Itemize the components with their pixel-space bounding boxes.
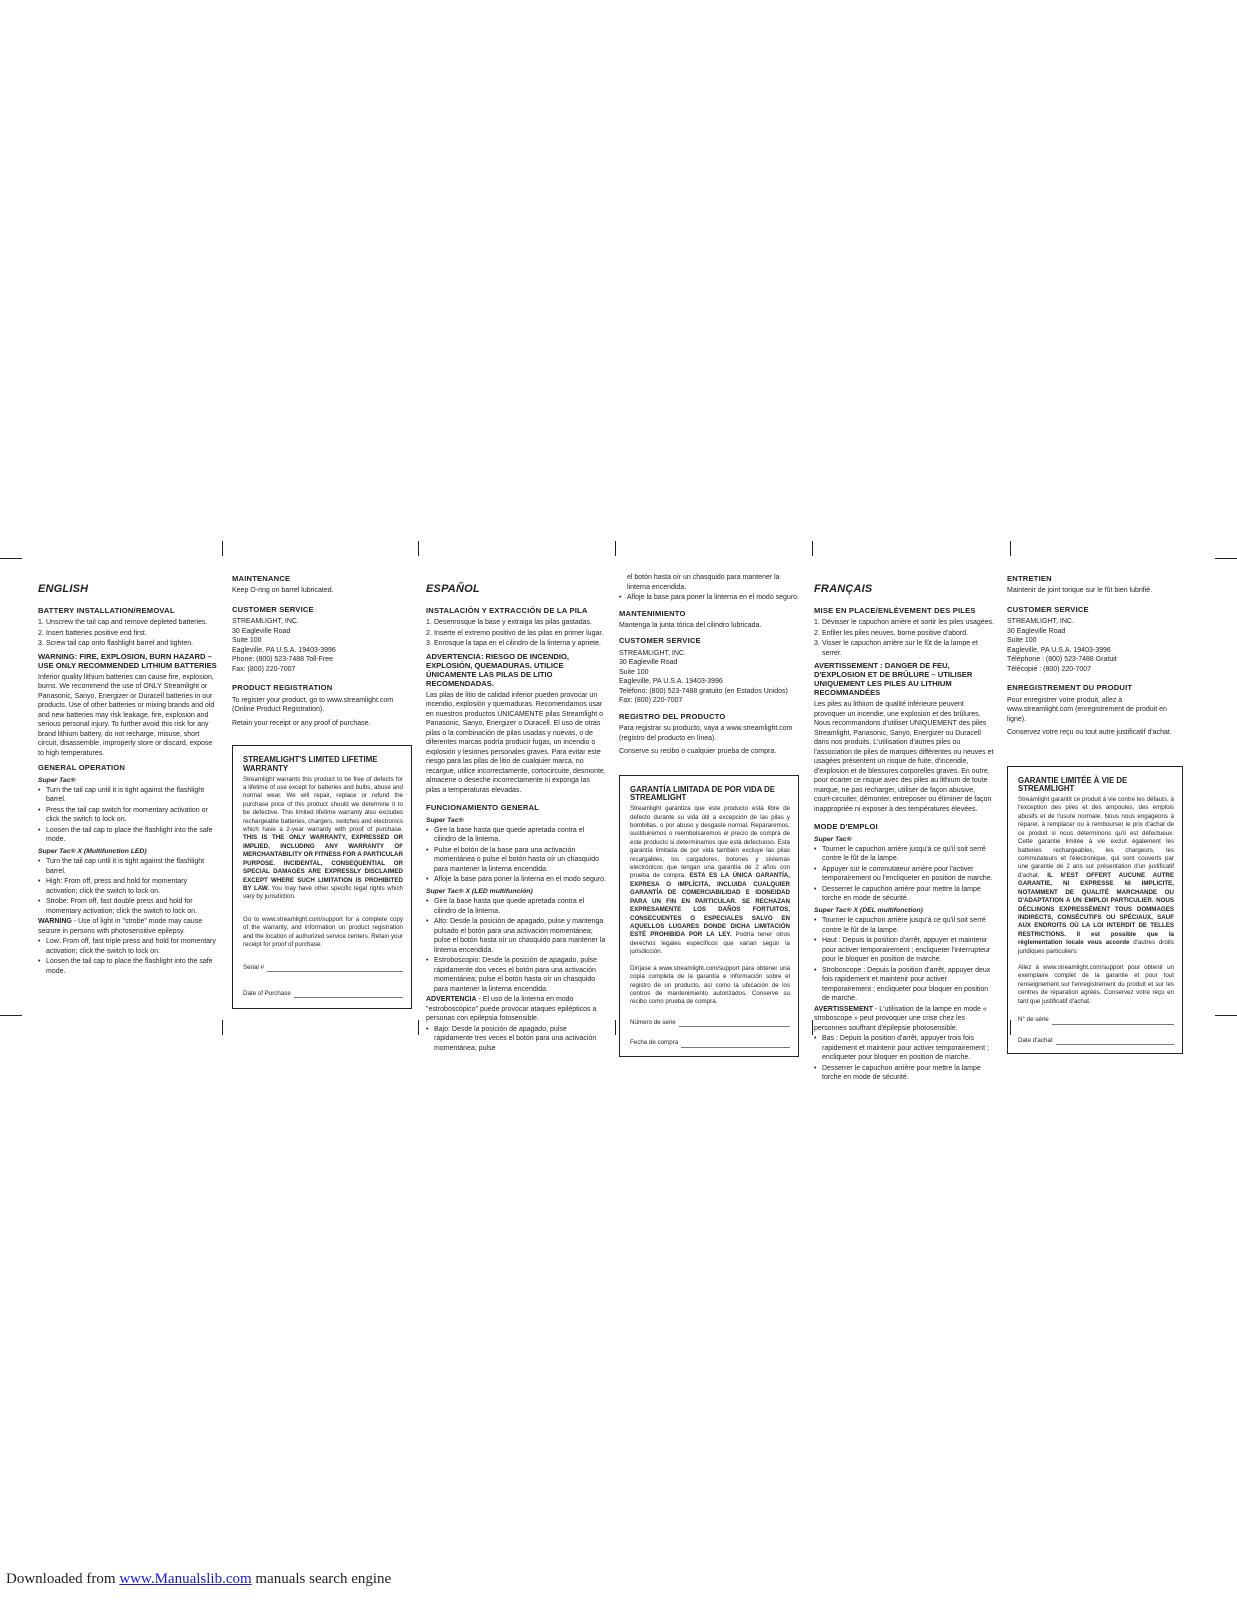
crop-mark: [418, 541, 419, 556]
download-footer: [6, 1571, 391, 1588]
strobe-warning: WARNING - Use of light in "strobe" mode may cause seizure in persons with photosensitive epilepsy.: [38, 918, 203, 935]
list-item: • Strobe: From off, fast double press and hold for momentary activation; click the switch to lock on.: [38, 897, 218, 916]
list-item: • Gire la base hasta que quede apretada contra el cilindro de la linterna.: [426, 826, 606, 845]
battery-steps: [426, 618, 606, 649]
operation-list: [619, 593, 799, 603]
strobe-warning: ADVERTENCIA - El uso de la linterna en modo "estroboscópico" puede provocar ataques epilépticos a personas con epilepsia fotosensible.: [426, 996, 597, 1023]
list-item: • Afloje la base para poner la linterna en el modo seguro.: [619, 593, 799, 603]
warranty-text: Allez à www.streamlight.com/support pour obtenir un exemplaire complet de la garantie et pour tout renseignement sur l'enregistrement du produit et sur les centres de réparation agréés. Conservez votre reçu en tant que justificatif d'achat.: [1018, 964, 1174, 1005]
warranty-title: GARANTÍA LIMITADA DE POR VIDA DE STREAMLIGHT: [630, 784, 775, 803]
continued-text: el botón hasta oír un chasquido para mantener la linterna encendida.: [627, 574, 780, 591]
section-heading: REGISTRO DEL PRODUCTO: [619, 711, 726, 721]
crop-mark: [0, 1015, 22, 1016]
section-heading: MANTENIMIENTO: [619, 608, 686, 618]
address-block: STREAMLIGHT, INC. 30 Eagleville Road Suite 100 Eagleville, PA U.S.A. 19403-3996 Phone: (800) 523-7488 Toll-Free Fax: (800) 220-7007: [232, 618, 336, 673]
list-item: • Alto: Desde la posición de apagado, pulse y mantenga pulsado el botón para una activación momentánea; pulse el botón hasta oír un chasquido para mantener la linterna encendida.: [426, 917, 606, 955]
list-item: • Gire la base hasta que quede apretada contra el cilindro de la linterna.: [426, 897, 606, 916]
operation-list: [814, 1034, 994, 1083]
crop-mark: [0, 558, 22, 559]
list-item: • Loosen the tail cap to place the flashlight into the safe mode.: [38, 957, 218, 976]
manualslib-link[interactable]: www.Manualslib.com: [119, 1571, 252, 1587]
section-heading: MAINTENANCE: [232, 574, 291, 583]
section-heading: GENERAL OPERATION: [38, 763, 126, 773]
battery-steps: [814, 618, 994, 658]
list-item: • Tourner le capuchon arrière jusqu'à ce qu'il soit serré contre le fût de la lampe.: [814, 845, 994, 864]
battery-steps: [38, 618, 218, 649]
warranty-box: [1007, 766, 1183, 1054]
warning-text: Las pilas de litio de calidad inferior pueden provocar un incendio, explosión y quemaduras. Recomendamos usar en nuestros productos ÚNICAMENTE pilas Streamlight o Panasonic, Sanyo, Energizer o Duracell. El uso de otras pilas o la combinación de pilas usadas y nuevas, o de diferentes marcas podría producir fugas, un incendio o explosión y lesiones personales graves. Para evitar este riesgo para las pilas de litio de cualquier marca, no recargue, utilice incorrectamente, cortocircuite, desmonte, almacene o deseche incorrectamente ni exponga las pilas a temperaturas elevadas.: [426, 691, 606, 794]
list-item: • High: From off, press and hold for momentary activation; click the switch to lock on.: [38, 877, 218, 896]
serial-field[interactable]: N° de série: [1018, 1016, 1174, 1024]
crop-mark: [812, 541, 813, 556]
list-item: • Appuyer sur le commutateur arrière pour l'activer temporairement ou l'encliqueter en position de marche.: [814, 865, 994, 884]
espanol-service-panel: [619, 574, 799, 1057]
english-panel: [38, 582, 218, 977]
section-heading: CUSTOMER SERVICE: [232, 604, 314, 614]
list-item: • Pulse el botón de la base para una activación momentánea o pulse el botón hasta oír un chasquido para mantener la linterna encendida.: [426, 846, 606, 875]
warning-heading: WARNING: FIRE, EXPLOSION, BURN HAZARD – USE ONLY RECOMMENDED LITHIUM BATTERIES: [38, 651, 217, 670]
list-item: • Bajo: Desde la posición de apagado, pulse rápidamente tres veces el botón para una activación momentánea; pulse: [426, 1025, 606, 1054]
operation-list: [38, 937, 218, 976]
list-item: • Low: From off, fast triple press and hold for momentary activation; click the switch to lock on.: [38, 937, 218, 956]
section-heading: FUNCIONAMIENTO GENERAL: [426, 803, 540, 813]
crop-mark: [1215, 558, 1237, 559]
crop-mark: [1010, 541, 1011, 556]
footer-prefix: Downloaded from: [6, 1571, 120, 1587]
francais-panel: [814, 582, 994, 1084]
crop-mark: [222, 541, 223, 556]
list-item: • Turn the tail cap until it is tight against the flashlight barrel.: [38, 857, 218, 876]
registration-text: Retain your receipt or any proof of purchase.: [232, 719, 371, 727]
list-item: 1. Desenrosque la base y extraiga las pilas gastadas.: [426, 618, 606, 628]
list-item: 1. Unscrew the tail cap and remove depleted batteries.: [38, 618, 218, 628]
operation-list: [38, 786, 218, 845]
list-item: • Desserrer le capuchon arrière pour mettre la lampe torche en mode de sécurité.: [814, 1064, 994, 1083]
section-heading: CUSTOMER SERVICE: [619, 636, 701, 646]
list-item: 2. Insert batteries positive end first.: [38, 629, 218, 639]
list-item: • Haut : Depuis la position d'arrêt, appuyer et maintenir pour activer temporairement ; encliqueter l'interrupteur pour le bloquer en position de marche.: [814, 936, 994, 965]
section-heading: CUSTOMER SERVICE: [1007, 604, 1089, 614]
operation-list: [38, 857, 218, 916]
warranty-title: GARANTIE LIMITÉE À VIE DE STREAMLIGHT: [1018, 775, 1128, 794]
list-item: 2. Enfiler les piles neuves, borne positive d'abord.: [814, 629, 994, 639]
list-item: • Bas : Depuis la position d'arrêt, appuyer trois fois rapidement et maintenir pour activer temporairement ; encliqueter pour bloquer en position de marche.: [814, 1034, 994, 1063]
crop-mark: [812, 1020, 813, 1035]
address-block: STREAMLIGHT, INC. 30 Eagleville Road Suite 100 Eagleville, PA U.S.A. 19403-3996 Téléphone : (800) 523-7488 Gratuit Télécopie : (800) 220-7007: [1007, 618, 1117, 673]
language-title: FRANÇAIS: [814, 583, 873, 595]
date-field[interactable]: Fecha de compra: [630, 1039, 790, 1047]
model-heading: Super Tac® X (LED multifunción): [426, 887, 533, 895]
registration-text: To register your product, go to www.streamlight.com (Online Product Registration).: [232, 696, 394, 714]
list-item: • Estroboscopio: Desde la posición de apagado, pulse rápidamente dos veces el botón para una activación momentánea; pulse el botón hasta oír un chasquido para mantener la linterna encendida.: [426, 956, 606, 994]
language-title: ESPAÑOL: [426, 583, 480, 595]
list-item: 3. Screw tail cap onto flashlight barrel and tighten.: [38, 639, 218, 649]
registration-text: Conserve su recibo o cualquier prueba de compra.: [619, 748, 777, 756]
list-item: • Afloje la base para poner la linterna en el modo seguro.: [426, 875, 606, 885]
operation-list: [814, 845, 994, 904]
section-heading: INSTALACIÓN Y EXTRACCIÓN DE LA PILA: [426, 605, 588, 615]
model-heading: Super Tac®: [38, 776, 76, 784]
address-block: STREAMLIGHT, INC. 30 Eagleville Road Suite 100 Eagleville, PA U.S.A. 19403-3996 Teléfono: (800) 523-7488 gratuito (en Estados Unidos) Fax: (800) 220-7007: [619, 649, 788, 705]
warranty-box: [619, 775, 799, 1057]
registration-text: Para registrar su producto, vaya a www.streamlight.com (registro del producto en línea).: [619, 725, 793, 742]
list-item: 3. Visser le capuchon arrière sur le fût de la lampe et serrer.: [814, 639, 994, 658]
crop-mark: [1215, 1015, 1237, 1016]
list-item: 3. Enrosque la tapa en el cilindro de la linterna y apriete.: [426, 639, 606, 649]
registration-text: Conservez votre reçu ou tout autre justificatif d'achat.: [1007, 729, 1172, 737]
warning-heading: AVERTISSEMENT : DANGER DE FEU, D'EXPLOSION ET DE BRÛLURE – UTILISER UNIQUEMENT LES PILES AU LITHIUM RECOMMANDÉES: [814, 661, 973, 698]
list-item: • Loosen the tail cap to place the flashlight into the safe mode.: [38, 826, 218, 845]
serial-field[interactable]: Número de serie: [630, 1019, 790, 1027]
operation-list: [426, 1025, 606, 1054]
list-item: • Stroboscope : Depuis la position d'arrêt, appuyer deux fois rapidement et maintenir pour activer temporairement ; encliqueter pour bloquer en position de marche.: [814, 966, 994, 1004]
operation-list: [814, 916, 994, 1004]
date-field[interactable]: Date of Purchase: [243, 990, 403, 998]
list-item: • Desserrer le capuchon arrière pour mettre la lampe torche en mode de sécurité.: [814, 885, 994, 904]
model-heading: Super Tac®: [426, 816, 464, 824]
maintenance-text: Maintenir de joint torique sur le fût bien lubrifié.: [1007, 587, 1153, 595]
warranty-text: Go to www.streamlight.com/support for a complete copy of the warranty, and information on product registration and the location of authorized service centers. Retain your receipt for proof of purchase.: [243, 915, 403, 949]
section-heading: MODE D'EMPLOI: [814, 822, 878, 832]
crop-mark: [615, 1020, 616, 1035]
maintenance-text: Keep O-ring on barrel lubricated.: [232, 587, 334, 595]
list-item: • Turn the tail cap until it is tight against the flashlight barrel.: [38, 786, 218, 805]
francais-service-panel: [1007, 574, 1183, 1054]
english-service-panel: [232, 574, 412, 1009]
list-item: 2. Inserte el extremo positivo de las pilas en primer lugar.: [426, 629, 606, 639]
operation-list: [426, 826, 606, 885]
model-heading: Super Tac®: [814, 835, 852, 843]
footer-suffix: manuals search engine: [251, 1571, 392, 1587]
model-heading: Super Tac® X (DEL multifonction): [814, 906, 923, 914]
registration-text: Pour enregistrer votre produit, allez à www.streamlight.com (enregistrement de produit en ligne).: [1007, 696, 1167, 723]
section-heading: ENREGISTREMENT DU PRODUIT: [1007, 683, 1133, 693]
serial-field[interactable]: Serial #: [243, 964, 403, 972]
date-field[interactable]: Date d'achat: [1018, 1037, 1174, 1045]
crop-mark: [222, 1020, 223, 1035]
warning-heading: ADVERTENCIA: RIESGO DE INCENDIO, EXPLOSIÓN, QUEMADURAS. UTILICE ÚNICAMENTE LAS PILAS DE LITIO RECOMENDADAS.: [426, 651, 570, 688]
warranty-box: [232, 745, 412, 1009]
maintenance-text: Mantenga la junta tórica del cilindro lubricada.: [619, 621, 762, 629]
warranty-text: Streamlight warrants this product to be free of defects for a lifetime of use except for batteries and bulbs, abuse and normal wear. We will repair, replace or refund the purchase price of this product should we determine it to be defective. This limited lifetime warranty also excludes rechargeable batteries, chargers, switches and electronics which have a 2-year warranty with proof of purchase. THIS IS THE ONLY WARRANTY, EXPRESSED OR IMPLIED, INCLUDING ANY WARRANTY OF MERCHANTABILITY OR FITNESS FOR A PARTICULAR PURPOSE. INCIDENTAL, CONSEQUENTIAL OR SPECIAL DAMAGES ARE EXPRESSLY DISCLAIMED EXCEPT WHERE SUCH LIMITATION IS PROHIBITED BY LAW. You may have other specific legal rights which vary by jurisdiction.: [243, 775, 403, 901]
warranty-title: STREAMLIGHT'S LIMITED LIFETIME WARRANTY: [243, 755, 378, 773]
warranty-text: Streamlight garantit ce produit à vie contre les défauts, à l'exception des piles et des ampoules, des emplois abusifs et de l'usure normale. Nous nous engageons à réparer, à remplacer ou à rembourser le prix d'achat de ce produit si nous déterminons qu'il est défectueux. Cette garantie limitée à vie exclut également les batteries rechargeables, les chargeurs, les commutateurs et l'électronique, qui sont couverts par une garantie de 2 ans sur présentation d'un justificatif d'achat. IL N'EST OFFERT AUCUNE AUTRE GARANTIE, NI EXPRESSE NI IMPLICITE, NOTAMMENT DE QUALITÉ MARCHANDE OU D'ADAPTATION A UN EMPLOI PARTICULIER. NOUS DÉCLINONS EXPRESSÉMENT TOUS DOMMAGES INDIRECTS, CONSÉCUTIFS OU SPÉCIAUX, SAUF AUX ENDROITS OÙ LA LOI INTERDIT DE TELLES RESTRICTIONS. Il est possible que la réglementation locale vous accorde d'autres droits juridiques particuliers.: [1018, 796, 1174, 955]
section-heading: ENTRETIEN: [1007, 574, 1052, 583]
section-heading: PRODUCT REGISTRATION: [232, 683, 333, 693]
list-item: • Tourner le capuchon arrière jusqu'à ce qu'il soit serré contre le fût de la lampe.: [814, 916, 994, 935]
section-heading: BATTERY INSTALLATION/REMOVAL: [38, 605, 175, 615]
section-heading: MISE EN PLACE/ENLÈVEMENT DES PILES: [814, 605, 976, 615]
model-heading: Super Tac® X (Multifunction LED): [38, 848, 147, 855]
warning-text: Inferior quality lithium batteries can cause fire, explosion, burns. We recommend the use of ONLY Streamlight or Panasonic, Sanyo, Energizer or Duracell batteries in our products. Use of other batteries or mixing brands and old and new batteries may risk leakage, fire, explosion and serious personal injury. To further avoid this risk for any brand lithium battery, do not recharge, misuse, short circuit, disassemble, improperly store or discard, expose to high temperatures.: [38, 673, 215, 757]
warranty-text: Streamlight garantiza que este producto está libre de defecto durante su vida útil a excepción de las pilas y bombillas, o por abuso y desgaste normal. Repararemos, sustituiremos o reembolsaremos el precio de compra de este producto si determinamos que está defectuoso. Esta garantía limitada de por vida también excluye las pilas recargables, los cargadores, botones y sistemas electrónicos que tengan una garantía de 2 años con prueba de compra. ESTA ES LA ÚNICA GARANTÍA, EXPRESA O IMPLÍCITA, INCLUIDA CUALQUIER GARANTÍA DE COMERCIABILIDAD E IDONEIDAD PARA UN FIN EN PARTICULAR. SE RECHAZAN EXPRESAMENTE LOS DAÑOS FORTUITOS, CONSECUENTES O ESPECIALES SALVO EN AQUELLOS LUGARES DONDE DICHA LIMITACIÓN ESTÉ PROHIBIDA POR LA LEY. Podría tener otros derechos legales específicos que varían según la jurisdicción.: [630, 805, 790, 956]
list-item: • Press the tail cap switch for momentary activation or click the switch to lock on.: [38, 806, 218, 825]
espanol-panel: [426, 582, 606, 1054]
strobe-warning: AVERTISSEMENT - L'utilisation de la lampe en mode « stroboscope » peut provoquer une crise chez les personnes souffrant d'épilepsie photosensible.: [814, 1005, 987, 1032]
crop-mark: [615, 541, 616, 556]
warranty-text: Diríjase a www.streamlight.com/support para obtener una copia completa de la garantía e información sobre el registro de un producto, así como la ubicación de los centros de mantenimiento autorizados. Conserve su recibo como prueba de compra.: [630, 964, 790, 1006]
operation-list: [426, 897, 606, 994]
warning-text: Les piles au lithium de qualité inférieure peuvent provoquer un incendie, une explosion et des brûlures. Nous recommandons d'utiliser UNIQUEMENT des piles Streamlight, Panasonic, Sanyo, Energizer ou Duracell dans nos produits. L'utilisation d'autres piles ou l'association de piles de marques différentes ou neuves et usagées présentent un risque de fuite, d'incendie, d'explosion et de blessures corporelles graves. En outre, pour écarter ce risque avec des piles au lithium de toute marque, ne pas recharger, utiliser de façon abusive, court-circuiter, démonter, entreposer ou éliminer de façon inappropriée ni exposer à des températures élevées.: [814, 701, 994, 813]
list-item: 1. Dévisser le capuchon arrière et sortir les piles usagées.: [814, 618, 994, 628]
language-title: ENGLISH: [38, 583, 89, 595]
crop-mark: [418, 1020, 419, 1035]
